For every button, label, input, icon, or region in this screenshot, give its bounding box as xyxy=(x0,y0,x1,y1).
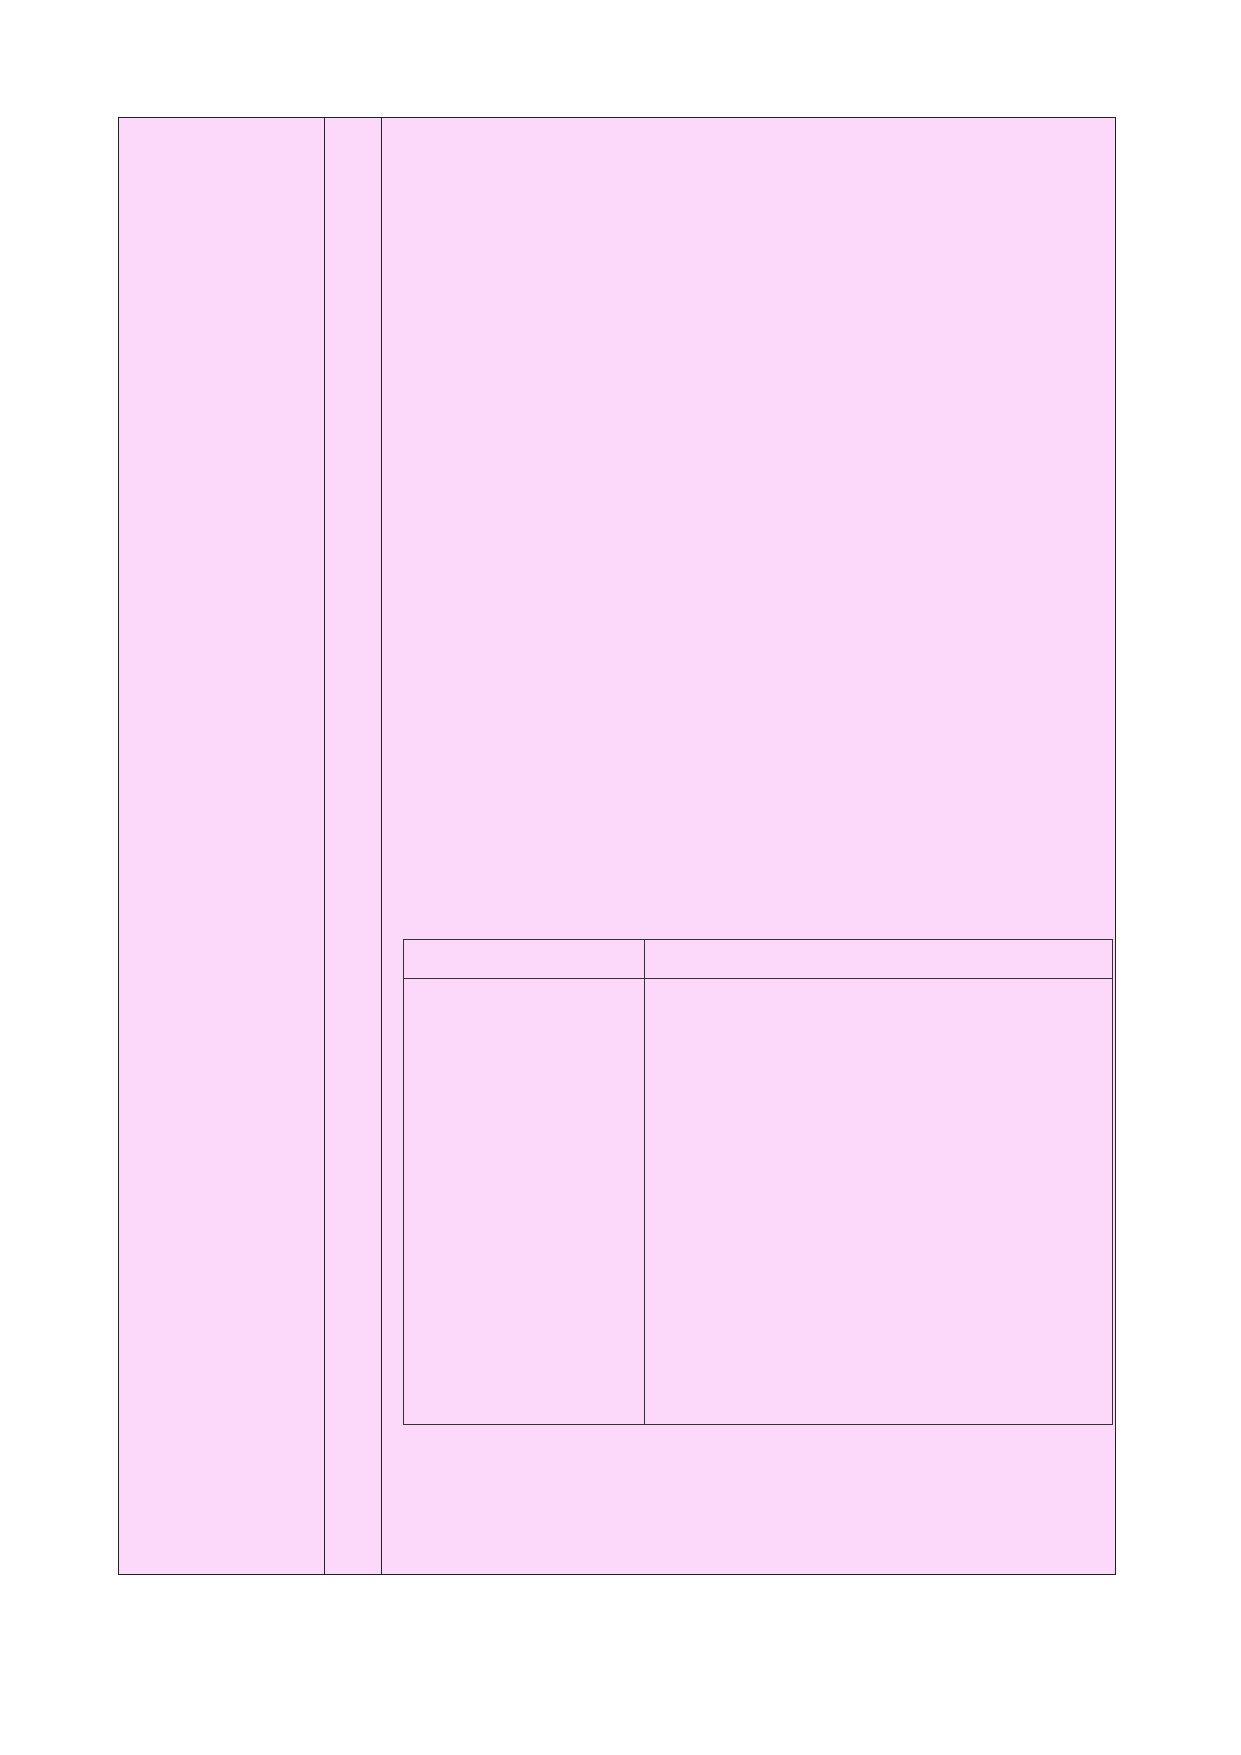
ratio-subtable xyxy=(403,939,1113,1425)
subtable-header-30 xyxy=(404,940,644,978)
subtable-header-70 xyxy=(644,940,1112,978)
subtable-column-divider xyxy=(644,940,645,1424)
column-divider-1 xyxy=(324,118,325,1574)
column-divider-2 xyxy=(381,118,382,1574)
